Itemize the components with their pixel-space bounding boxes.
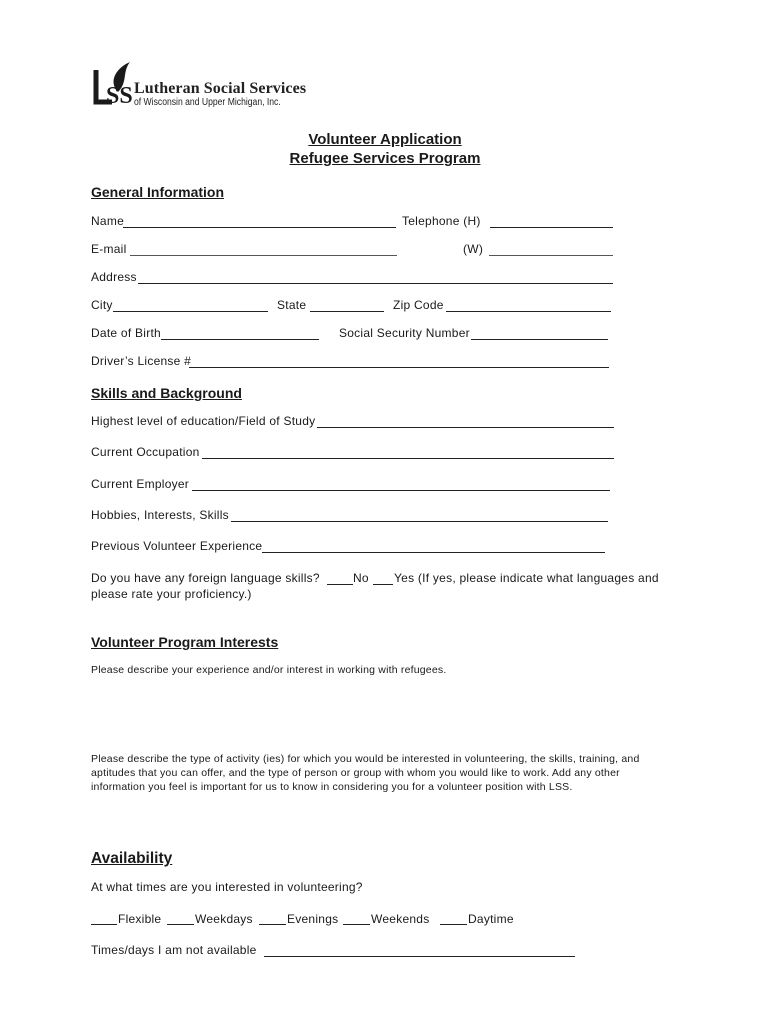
language-yes-label: Yes (If yes, please indicate what languages and — [394, 571, 659, 585]
evenings-blank[interactable] — [259, 924, 286, 925]
email-label: E-mail — [91, 242, 127, 256]
daytime-blank[interactable] — [440, 924, 467, 925]
weekends-blank[interactable] — [343, 924, 370, 925]
form-subtitle: Refugee Services Program — [289, 150, 481, 167]
language-no-blank[interactable] — [327, 584, 353, 585]
education-field[interactable] — [317, 427, 614, 428]
interest-question-1: Please describe your experience and/or interest in working with refugees. — [91, 664, 447, 676]
skills-heading: Skills and Background — [91, 385, 242, 401]
option-evenings: Evenings — [287, 912, 339, 926]
logo-subtitle: of Wisconsin and Upper Michigan, Inc. — [134, 97, 281, 108]
language-no-label: No — [353, 571, 369, 585]
availability-question: At what times are you interested in volunteering? — [91, 880, 363, 894]
telephone-home-field[interactable] — [490, 227, 613, 228]
language-yes-blank[interactable] — [373, 584, 393, 585]
ssn-field[interactable] — [471, 339, 608, 340]
hobbies-label: Hobbies, Interests, Skills — [91, 508, 229, 522]
general-information-heading: General Information — [91, 184, 225, 200]
not-available-field[interactable] — [264, 956, 575, 957]
name-field[interactable] — [123, 227, 396, 228]
ssn-label: Social Security Number — [339, 326, 470, 340]
state-label: State — [277, 298, 307, 312]
dob-label: Date of Birth — [91, 326, 161, 340]
option-flexible: Flexible — [118, 912, 162, 926]
language-question: Do you have any foreign language skills? — [91, 571, 320, 585]
zip-field[interactable] — [446, 311, 611, 312]
weekdays-blank[interactable] — [167, 924, 194, 925]
previous-experience-label: Previous Volunteer Experience — [91, 539, 263, 553]
employer-field[interactable] — [192, 490, 610, 491]
flexible-blank[interactable] — [91, 924, 117, 925]
telephone-work-field[interactable] — [489, 255, 613, 256]
telephone-work-label: (W) — [463, 242, 484, 256]
education-label: Highest level of education/Field of Study — [91, 414, 316, 428]
form-title: Volunteer Application — [308, 131, 462, 148]
language-question-continued: please rate your proficiency.) — [91, 587, 252, 601]
occupation-field[interactable] — [202, 458, 614, 459]
occupation-label: Current Occupation — [91, 445, 200, 459]
logo-mark: SS — [106, 83, 133, 109]
address-label: Address — [91, 270, 137, 284]
interests-heading: Volunteer Program Interests — [91, 634, 279, 650]
availability-heading: Availability — [91, 850, 173, 867]
interest-question-2: Please describe the type of activity (ies) for which you would be interested in volunteering, the skills, training, and aptitudes that you can offer, and the type of person or group with whom you would like to work. Add any other information you feel is important for us to know in considering you for a volunteer position with LSS. — [91, 753, 640, 793]
email-field[interactable] — [130, 255, 397, 256]
option-weekends: Weekends — [371, 912, 430, 926]
not-available-label: Times/days I am not available — [91, 943, 257, 957]
telephone-home-label: Telephone (H) — [402, 214, 481, 228]
city-field[interactable] — [113, 311, 268, 312]
state-field[interactable] — [310, 311, 384, 312]
license-label: Driver’s License # — [91, 354, 192, 368]
license-field[interactable] — [189, 367, 609, 368]
hobbies-field[interactable] — [231, 521, 608, 522]
previous-experience-field[interactable] — [262, 552, 605, 553]
employer-label: Current Employer — [91, 477, 190, 491]
name-label: Name — [91, 214, 125, 228]
dob-field[interactable] — [161, 339, 319, 340]
option-daytime: Daytime — [468, 912, 514, 926]
address-field[interactable] — [138, 283, 613, 284]
city-label: City — [91, 298, 113, 312]
zip-label: Zip Code — [393, 298, 444, 312]
logo-name: Lutheran Social Services — [134, 80, 307, 97]
option-weekdays: Weekdays — [195, 912, 253, 926]
